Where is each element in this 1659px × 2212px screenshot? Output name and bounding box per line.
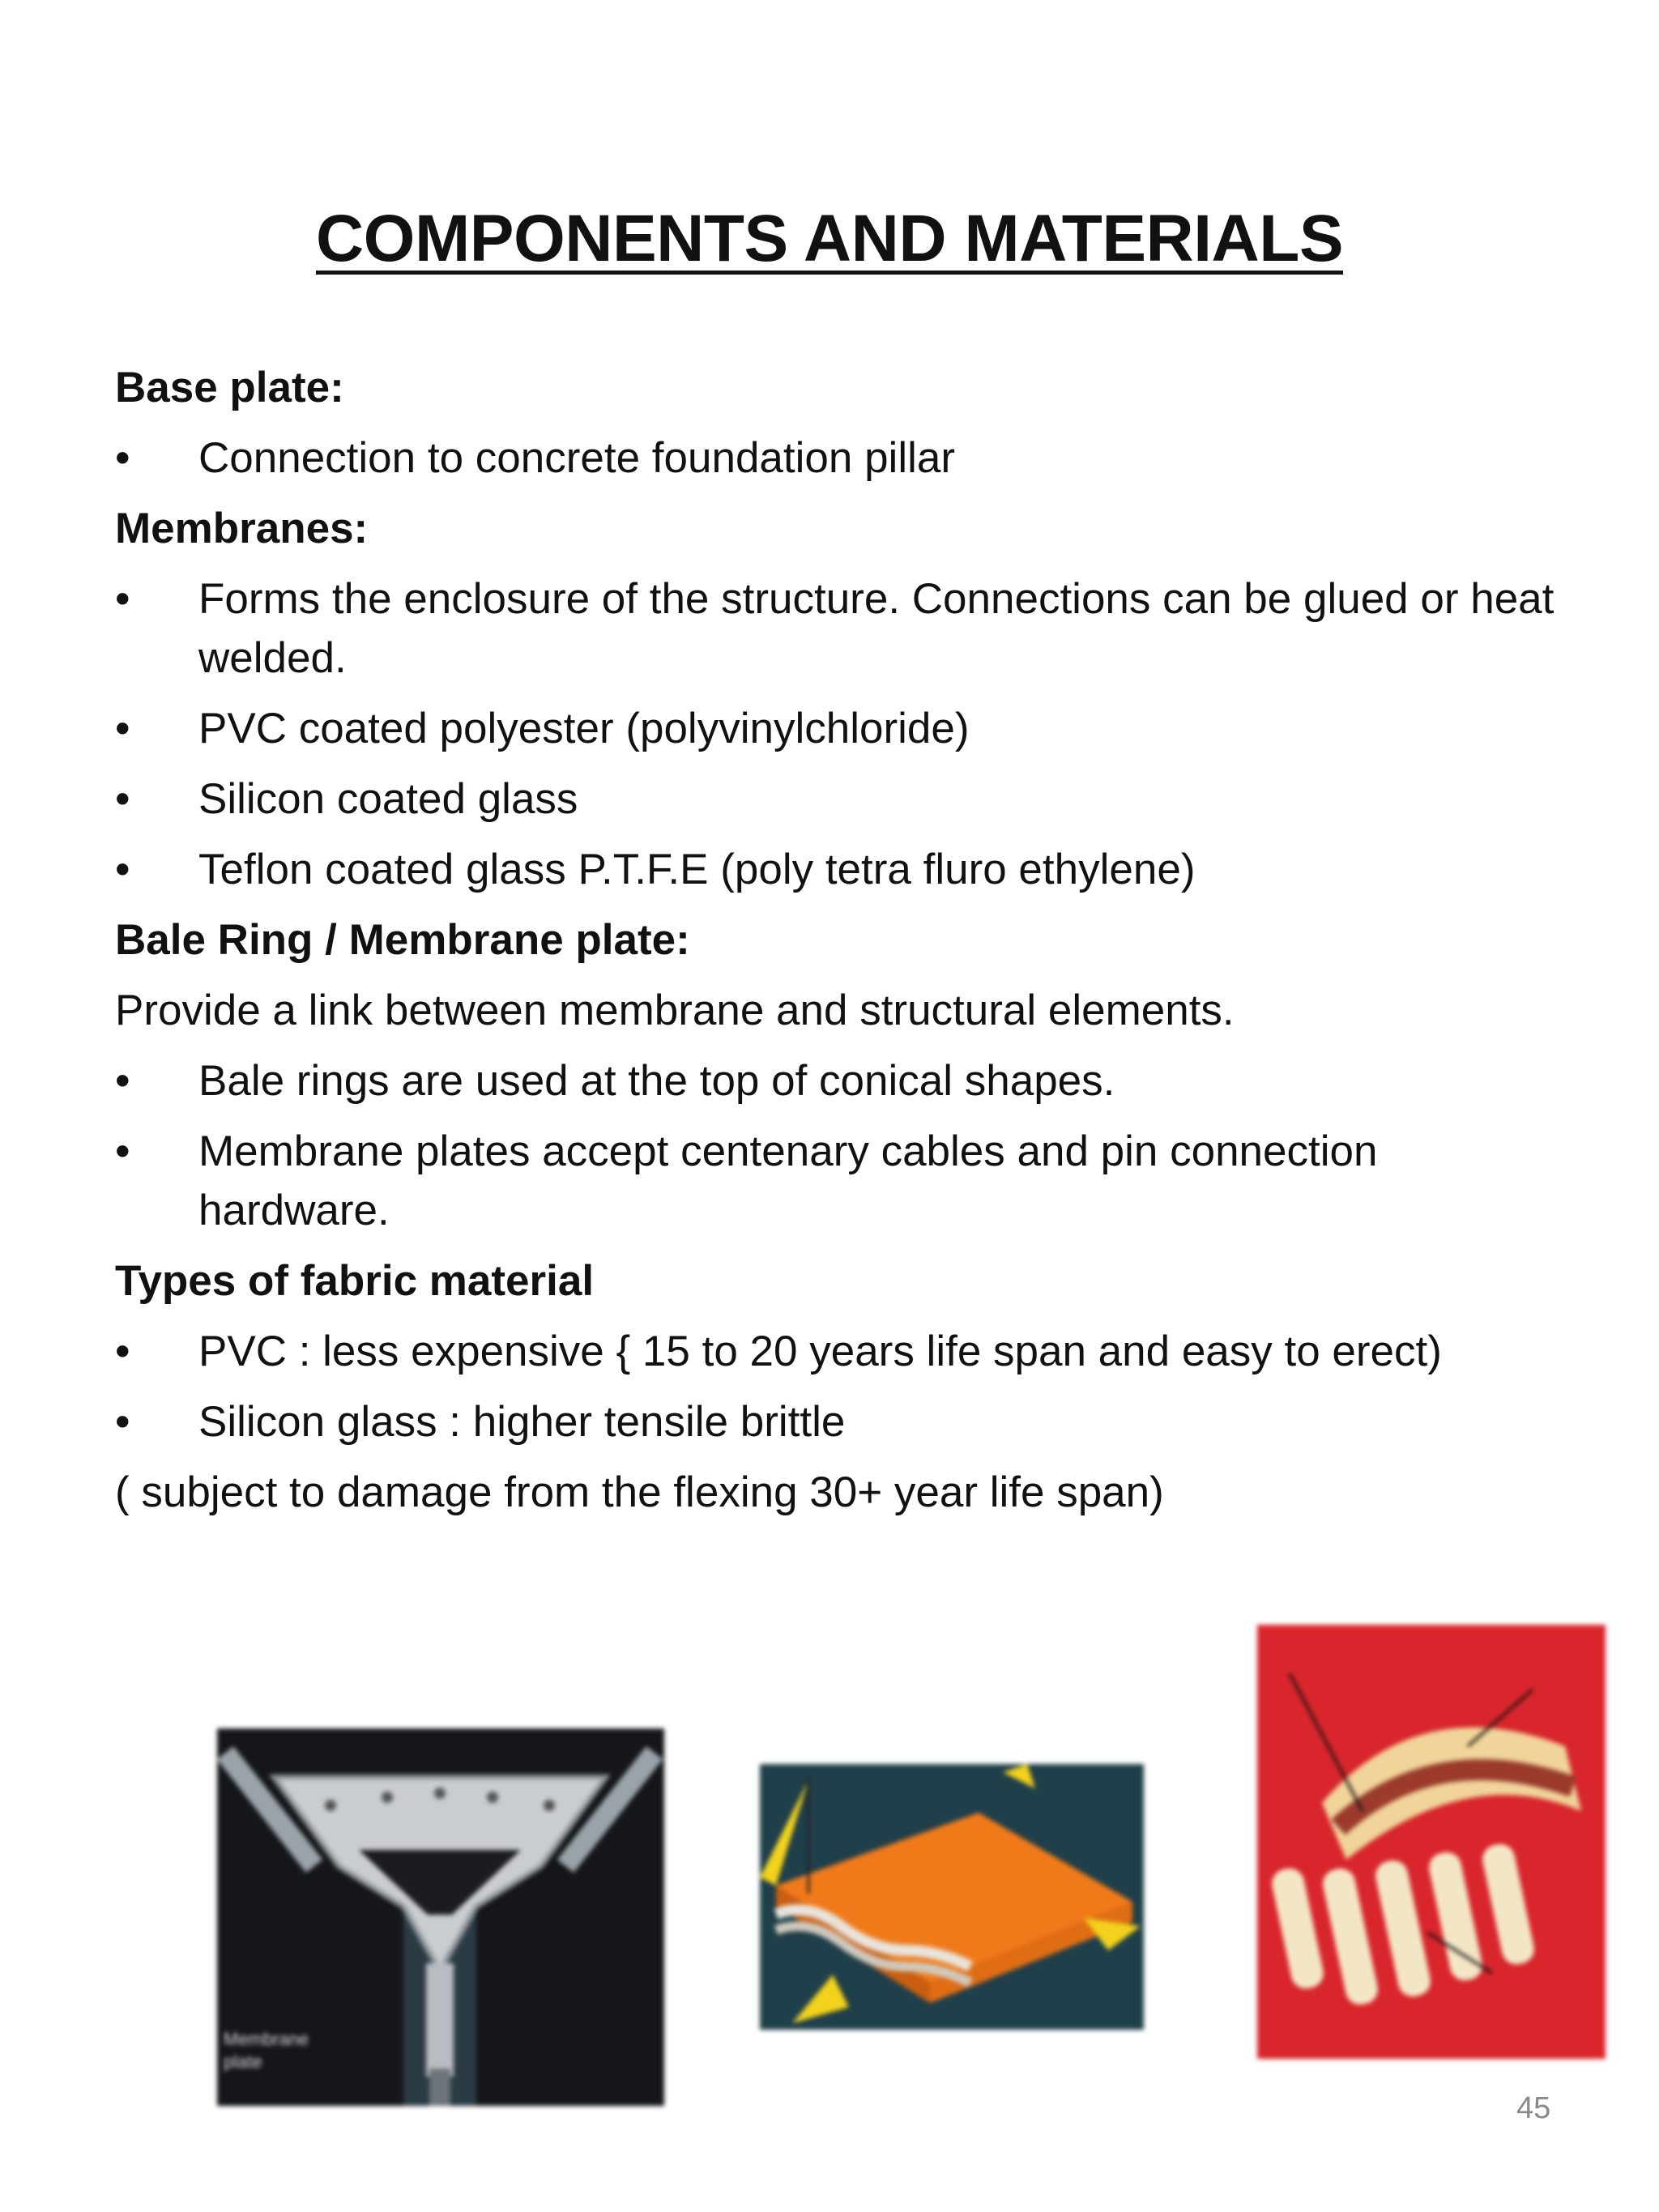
bullet-icon: •	[115, 1398, 130, 1446]
page-number: 45	[1516, 2091, 1551, 2125]
bullet-icon: •	[115, 1057, 130, 1105]
bullet-icon: •	[115, 846, 130, 893]
bullet-icon: •	[115, 705, 130, 752]
bullet-item	[115, 1122, 1573, 1240]
bullet-text: Teflon coated glass P.T.F.E (poly tetra fluro ethylene)	[198, 846, 1196, 893]
bullet-item	[115, 1322, 1573, 1381]
bullet-item	[115, 569, 1573, 688]
membrane-plate-caption: Membrane plate	[224, 2029, 309, 2072]
heading-bale-ring: Bale Ring / Membrane plate:	[115, 916, 690, 964]
bullet-icon: •	[115, 1328, 130, 1375]
bullet-text: Connection to concrete foundation pillar	[198, 434, 955, 482]
heading-fabric-types: Types of fabric material	[115, 1257, 595, 1305]
slide-body	[115, 358, 1573, 1533]
page-title: COMPONENTS AND MATERIALS	[315, 202, 1344, 275]
bullet-text: Silicon coated glass	[198, 775, 578, 823]
heading-membranes: Membranes:	[115, 505, 369, 552]
bullet-icon: •	[115, 575, 130, 623]
bullet-item	[115, 769, 1573, 829]
bullet-text: PVC coated polyester (polyvinylchloride)	[198, 705, 970, 752]
membrane-plate-photo	[217, 1728, 664, 2106]
bullet-text: Silicon glass : higher tensile brittle	[198, 1398, 846, 1446]
bullet-item	[115, 840, 1573, 899]
fabric-layer-diagram	[760, 1764, 1144, 2030]
bullet-text: PVC : less expensive { 15 to 20 years life span and easy to erect)	[198, 1328, 1442, 1375]
heading-base-plate: Base plate:	[115, 364, 344, 411]
bullet-item	[115, 1392, 1573, 1451]
bullet-text: Membrane plates accept centenary cables and pin connection hardware.	[198, 1127, 1378, 1234]
body-text: ( subject to damage from the flexing 30+ year life span)	[115, 1468, 1164, 1516]
bullet-icon: •	[115, 775, 130, 823]
bullet-item	[115, 1051, 1573, 1110]
coating-cross-section-diagram	[1257, 1625, 1606, 2059]
bullet-icon: •	[115, 434, 130, 482]
body-text: Provide a link between membrane and structural elements.	[115, 987, 1235, 1034]
bullet-item	[115, 699, 1573, 758]
bullet-item	[115, 428, 1573, 488]
bullet-text: Forms the enclosure of the structure. Connections can be glued or heat welded.	[198, 575, 1555, 682]
bullet-text: Bale rings are used at the top of conical shapes.	[198, 1057, 1115, 1105]
bullet-icon: •	[115, 1127, 130, 1175]
